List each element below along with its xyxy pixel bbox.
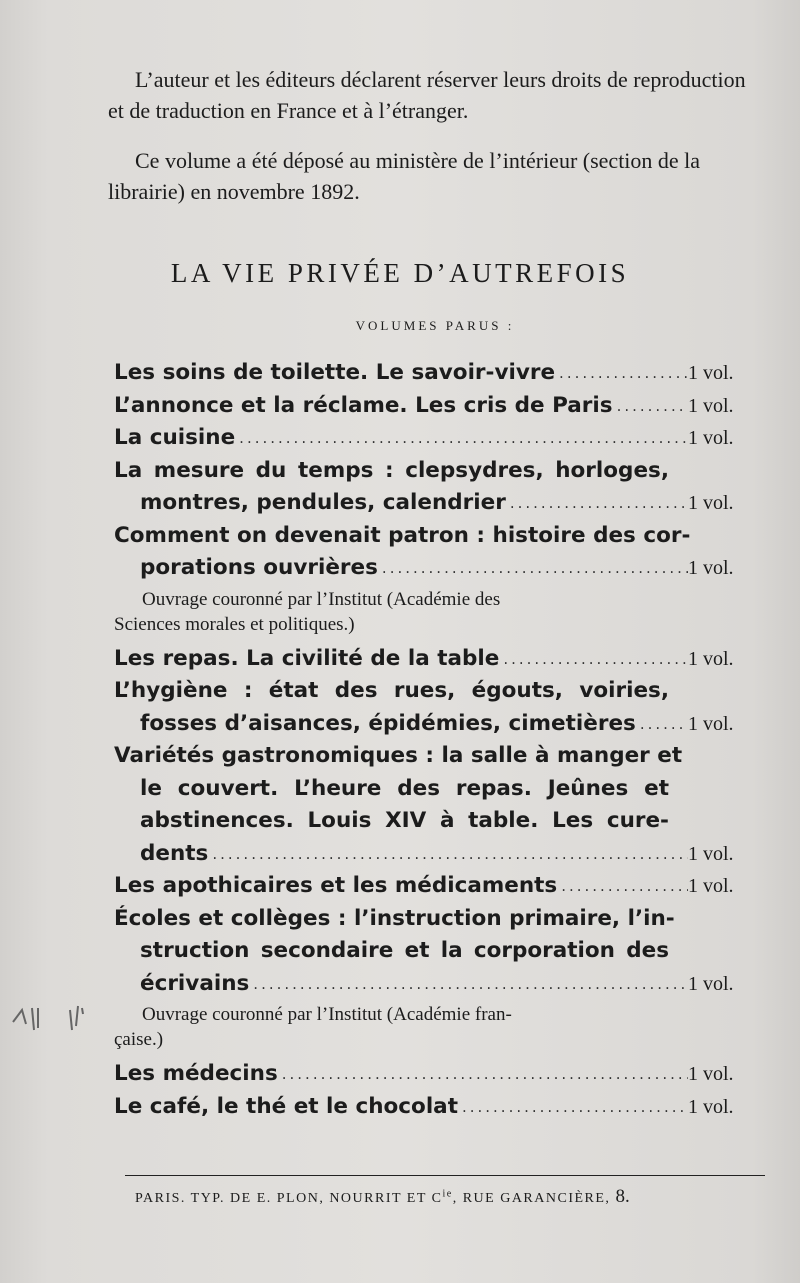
rights-notice-text: L’auteur et les éditeurs déclarent réserver leurs droits de reproduction et de traduction en France et à l’étranger. [108, 67, 746, 123]
award-note [114, 587, 669, 637]
imprint-main: PARIS. TYP. DE E. PLON, NOURRIT ET C [135, 1191, 443, 1206]
volume-title-text: Les médecins [114, 1061, 278, 1086]
volume-entry [114, 903, 764, 1053]
volume-title-line [114, 422, 764, 455]
dot-leader [235, 422, 688, 455]
volume-count: 1 vol. [688, 842, 734, 865]
volume-title-text: dents [140, 840, 209, 866]
dot-leader [557, 870, 688, 903]
volume-count: 1 vol. [688, 1063, 734, 1085]
volume-title-line [114, 552, 764, 585]
imprint-number: 8. [615, 1186, 630, 1207]
imprint-rest: , RUE GARANCIÈRE, [452, 1191, 616, 1206]
volume-count: 1 vol. [688, 1095, 734, 1118]
dot-leader [249, 968, 688, 1001]
series-title: LA VIE PRIVÉE D’AUTREFOIS [170, 258, 630, 288]
volume-entry [114, 870, 764, 903]
dot-leader [378, 552, 688, 585]
volume-title-text: écrivains [140, 970, 250, 996]
printer-imprint [135, 1186, 765, 1208]
dot-leader [506, 487, 688, 520]
volume-title-line [114, 870, 764, 903]
rights-notice [108, 64, 753, 126]
volume-title-line [114, 357, 764, 390]
volume-count: 1 vol. [688, 394, 734, 417]
dot-leader [555, 357, 688, 390]
volume-count: 1 vol. [688, 875, 734, 897]
dot-leader [208, 838, 688, 871]
volume-count: 1 vol. [688, 427, 734, 449]
dot-leader [636, 708, 688, 741]
deposit-notice [108, 145, 753, 207]
volume-entry [114, 390, 764, 423]
volume-title-line: Écoles et collèges : l’instruction primaire, l’in- [114, 905, 675, 931]
volume-title-text: L’annonce et la réclame. Les cris de Paris [114, 392, 613, 418]
volume-title-line: Comment on devenait patron : histoire des cor- [114, 522, 691, 548]
volume-title-text: La cuisine [114, 425, 236, 450]
volume-title-line: La mesure du temps : clepsydres, horloges, [114, 457, 669, 483]
volume-title-line [114, 1091, 764, 1124]
volume-entry [114, 357, 764, 390]
volume-entry [114, 643, 764, 676]
volume-title-line: L’hygiène : état des rues, égouts, voiries, [114, 678, 669, 703]
volume-title-text: Le café, le thé et le chocolat [114, 1093, 458, 1119]
volume-title-line [114, 487, 764, 520]
volume-title-text: fosses d’aisances, épidémies, cimetières [140, 710, 636, 736]
volume-count: 1 vol. [688, 557, 734, 579]
volume-title-text: Les soins de toilette. Le savoir-vivre [114, 360, 556, 385]
dot-leader [613, 390, 688, 423]
volume-title-line [114, 390, 764, 423]
volume-title-line [114, 968, 764, 1001]
volume-title-text: porations ouvrières [140, 555, 378, 580]
dot-leader [278, 1058, 688, 1091]
dot-leader [499, 643, 688, 676]
deposit-notice-text: Ce volume a été déposé au ministère de l’intérieur (section de la librairie) en novembre 1892. [108, 148, 701, 204]
volume-title-line [114, 838, 764, 871]
award-note-line: Ouvrage couronné par l’Institut (Académie des [142, 588, 501, 610]
volume-title-line [114, 643, 764, 676]
volume-title-line [114, 1058, 764, 1091]
volume-entry [114, 1058, 764, 1091]
award-note [114, 1002, 669, 1052]
volume-entry [114, 422, 764, 455]
volume-title-line [114, 708, 764, 741]
award-note-line: çaise.) [114, 1029, 164, 1050]
imprint-superscript: ie [442, 1188, 453, 1200]
dot-leader [458, 1091, 688, 1124]
volume-title-text: Les apothicaires et les médicaments [114, 873, 558, 898]
volume-title-line: struction secondaire et la corporation des [140, 938, 669, 963]
award-note-line: Sciences morales et politiques.) [114, 613, 355, 635]
margin-ink-marks [8, 1000, 98, 1047]
volume-entry [114, 675, 764, 740]
award-note-line: Ouvrage couronné par l’Institut (Académie fran- [142, 1004, 512, 1025]
volume-count: 1 vol. [688, 362, 734, 384]
volume-title-line: Variétés gastronomiques : la salle à manger et [114, 743, 683, 768]
volume-entry [114, 740, 764, 870]
ink-marks-icon [8, 1000, 98, 1040]
volume-title-line: abstinences. Louis XIV à table. Les cure- [140, 808, 669, 833]
volume-count: 1 vol. [688, 647, 734, 670]
volume-count: 1 vol. [688, 492, 734, 514]
series-subtitle: VOLUMES PARUS : [355, 318, 515, 333]
volume-list [114, 357, 764, 1123]
volume-title-text: Les repas. La civilité de la table [114, 645, 500, 671]
volume-count: 1 vol. [688, 712, 734, 735]
volume-entry [114, 520, 764, 637]
volume-title-line: le couvert. L’heure des repas. Jeûnes et [140, 775, 669, 801]
volume-title-text: montres, pendules, calendrier [140, 490, 506, 515]
footer-rule [125, 1175, 765, 1176]
volume-entry [114, 1091, 764, 1124]
volume-count: 1 vol. [688, 972, 734, 995]
volume-entry [114, 455, 764, 520]
